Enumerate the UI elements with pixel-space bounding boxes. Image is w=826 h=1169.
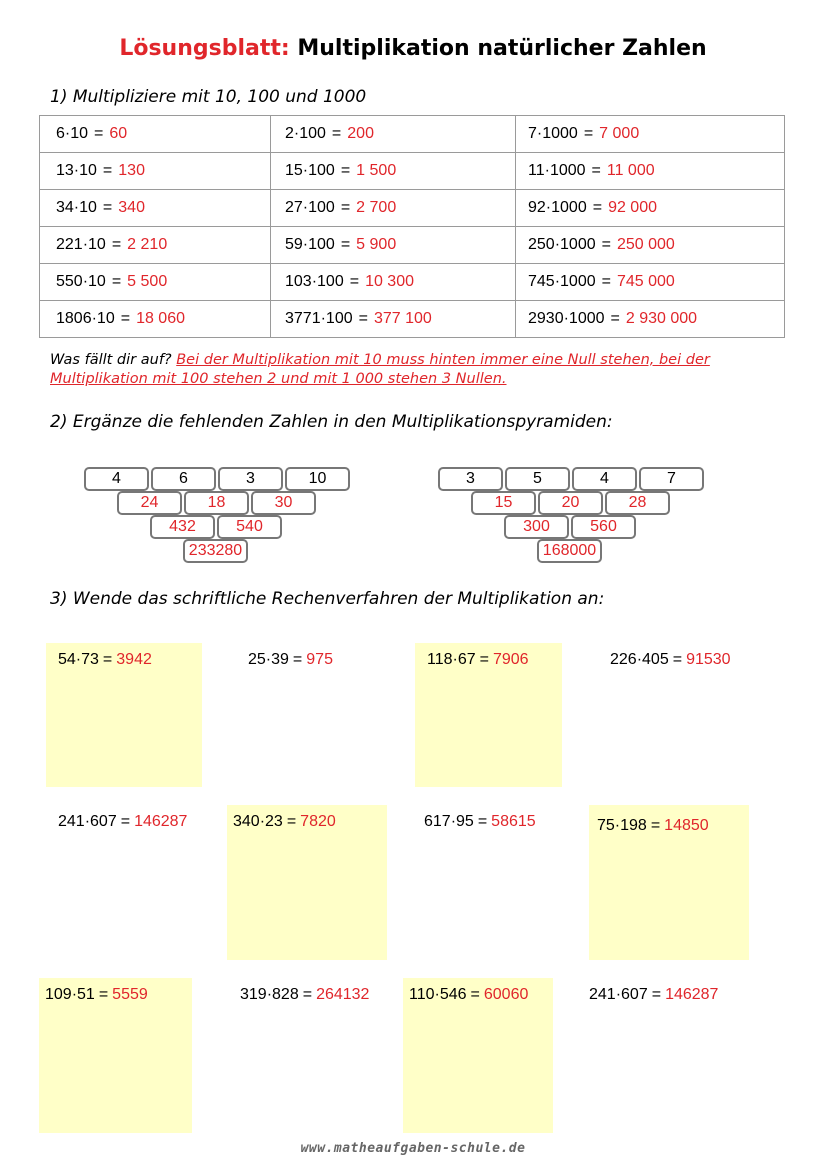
task-box (415, 643, 562, 787)
task-text: 110·546 (409, 986, 467, 1003)
section1-heading: 1) Multipliziere mit 10, 100 und 1000 (50, 87, 367, 107)
table-cell (40, 190, 271, 227)
equals-sign: = (349, 273, 360, 290)
task-box (403, 978, 553, 1133)
table-cell (516, 153, 785, 190)
equals-sign: = (650, 817, 661, 834)
table-row (40, 190, 785, 227)
answer-text: 11 000 (606, 162, 655, 179)
task-line (240, 986, 369, 1004)
task-text: 92·1000 (528, 199, 587, 216)
equals-sign: = (340, 199, 351, 216)
answer-text: 7820 (300, 813, 336, 830)
table-cell (271, 301, 516, 338)
pyramid-brick: 18 (184, 491, 249, 515)
equals-sign: = (610, 310, 620, 327)
pyramid-brick: 5 (505, 467, 570, 491)
task-text: 617·95 (424, 813, 474, 830)
table-cell (40, 116, 271, 153)
task-line (248, 651, 333, 669)
title-prefix: Lösungsblatt: (119, 36, 290, 61)
equals-sign: = (331, 125, 342, 142)
answer-text: 7906 (492, 651, 529, 668)
answer-text: 10 300 (365, 273, 414, 290)
pyramid-brick: 30 (251, 491, 316, 515)
task-line (409, 986, 528, 1004)
equals-sign: = (94, 125, 104, 142)
equals-sign: = (292, 651, 303, 668)
table-cell (516, 264, 785, 301)
equals-sign: = (340, 236, 351, 253)
page-title (0, 36, 826, 61)
equals-sign: = (111, 273, 122, 290)
task-text: 54·73 (58, 651, 99, 668)
task-text: 319·828 (240, 986, 299, 1003)
pyramid-brick: 20 (538, 491, 603, 515)
task-text: 250·1000 (528, 236, 596, 253)
equals-sign: = (358, 310, 368, 327)
task-line (610, 651, 731, 669)
table-cell (516, 116, 785, 153)
answer-text: 92 000 (608, 199, 657, 216)
task-box (227, 805, 387, 960)
task-box (39, 978, 192, 1133)
observation-note (50, 351, 770, 389)
table-cell (516, 301, 785, 338)
equals-sign: = (302, 986, 313, 1003)
task-text: 241·607 (589, 986, 648, 1003)
section2-heading: 2) Ergänze die fehlenden Zahlen in den Multiplikationspyramiden: (50, 412, 613, 432)
task-text: 221·10 (56, 236, 106, 253)
equals-sign: = (477, 813, 488, 830)
answer-text: 1 500 (356, 162, 397, 179)
answer-text: 60 (109, 125, 128, 142)
task-text: 2930·1000 (528, 310, 605, 327)
answer-text: 2 930 000 (625, 310, 698, 327)
task-text: 103·100 (285, 273, 344, 290)
answer-text: 377 100 (373, 310, 432, 327)
task-line (589, 986, 718, 1004)
equals-sign: = (470, 986, 480, 1003)
equals-sign: = (98, 986, 109, 1003)
answer-text: 146287 (134, 813, 188, 830)
pyramid-brick: 3 (438, 467, 503, 491)
task-box (412, 805, 572, 955)
section3-heading: 3) Wende das schriftliche Rechenverfahren der Multiplikation an: (50, 589, 605, 609)
pyramid-brick: 560 (571, 515, 636, 539)
table-cell (40, 264, 271, 301)
pyramid-brick: 432 (150, 515, 215, 539)
task-text: 109·51 (45, 986, 95, 1003)
task-text: 241·607 (58, 813, 117, 830)
table-cell (271, 116, 516, 153)
task-line (58, 813, 187, 831)
table-cell (40, 227, 271, 264)
task-text: 2·100 (285, 125, 326, 142)
pyramid-brick: 4 (572, 467, 637, 491)
equals-sign: = (583, 125, 594, 142)
pyramid-brick: 24 (117, 491, 182, 515)
task-text: 13·10 (56, 162, 97, 179)
task-text: 27·100 (285, 199, 335, 216)
equals-sign: = (591, 162, 601, 179)
task-text: 226·405 (610, 651, 669, 668)
task-text: 1806·10 (56, 310, 115, 327)
table-row (40, 227, 785, 264)
pyramid-brick: 168000 (537, 539, 602, 563)
task-box (236, 643, 392, 787)
table-cell (271, 227, 516, 264)
equals-sign: = (672, 651, 683, 668)
table-cell (271, 153, 516, 190)
task-line (427, 651, 529, 669)
table-row (40, 301, 785, 338)
task-text: 15·100 (285, 162, 335, 179)
task-text: 340·23 (233, 813, 283, 830)
answer-text: 2 210 (127, 236, 168, 253)
answer-text: 5559 (112, 986, 148, 1003)
equals-sign: = (102, 651, 113, 668)
task-line (45, 986, 148, 1004)
task-line (58, 651, 152, 669)
answer-text: 264132 (316, 986, 370, 1003)
table-row (40, 116, 785, 153)
table-cell (271, 264, 516, 301)
answer-text: 2 700 (356, 199, 397, 216)
answer-text: 60060 (483, 986, 529, 1003)
answer-text: 146287 (665, 986, 719, 1003)
pyramid-brick: 3 (218, 467, 283, 491)
answer-text: 3942 (116, 651, 152, 668)
task-text: 75·198 (597, 817, 647, 834)
task-text: 118·67 (427, 651, 476, 668)
pyramid-brick: 300 (504, 515, 569, 539)
table-row (40, 264, 785, 301)
answer-text: 340 (118, 199, 145, 216)
answer-text: 14850 (664, 817, 709, 834)
answer-text: 7 000 (599, 125, 640, 142)
footer-url: www.matheaufgaben-schule.de (300, 1141, 526, 1156)
equals-sign: = (120, 813, 131, 830)
equals-sign: = (651, 986, 662, 1003)
equals-sign: = (111, 236, 122, 253)
task-line (233, 813, 336, 831)
answer-text: 130 (118, 162, 145, 179)
task-text: 7·1000 (528, 125, 578, 142)
pyramid-brick: 28 (605, 491, 670, 515)
pyramid-brick: 540 (217, 515, 282, 539)
task-box (46, 643, 202, 787)
equals-sign: = (102, 162, 113, 179)
table-cell (40, 301, 271, 338)
equals-sign: = (340, 162, 351, 179)
equals-sign: = (479, 651, 489, 668)
equals-sign: = (592, 199, 603, 216)
answer-text: 975 (306, 651, 333, 668)
table-cell (516, 227, 785, 264)
task-text: 11·1000 (528, 162, 586, 179)
title-text: Multiplikation natürlicher Zahlen (297, 36, 707, 61)
task-line (424, 813, 536, 831)
equals-sign: = (120, 310, 131, 327)
task-box (228, 978, 388, 1133)
task-text: 6·10 (56, 125, 89, 142)
pyramid-brick: 15 (471, 491, 536, 515)
answer-text: 200 (347, 125, 374, 142)
table-cell (271, 190, 516, 227)
answer-text: 18 060 (136, 310, 185, 327)
answer-text: 745 000 (616, 273, 675, 290)
pyramid-brick: 7 (639, 467, 704, 491)
pyramid-brick: 6 (151, 467, 216, 491)
task-box (46, 805, 202, 955)
pyramid-brick: 4 (84, 467, 149, 491)
equals-sign: = (102, 199, 113, 216)
task-box (583, 978, 748, 1133)
observation-answer: Bei der Multiplikation mit 10 muss hinten immer eine Null stehen, bei der Multiplikation mit 100 stehen 2 und mit 1 000 stehen 3 Nullen. (50, 352, 710, 387)
task-box (589, 805, 749, 960)
answer-text: 5 900 (356, 236, 397, 253)
equals-sign: = (286, 813, 297, 830)
task-box (598, 643, 754, 787)
pyramid-brick: 233280 (183, 539, 248, 563)
multiplication-table (39, 115, 785, 338)
task-line (597, 817, 709, 835)
table-cell (516, 190, 785, 227)
task-text: 59·100 (285, 236, 335, 253)
pyramid-brick: 10 (285, 467, 350, 491)
task-text: 550·10 (56, 273, 106, 290)
task-text: 34·10 (56, 199, 97, 216)
equals-sign: = (601, 236, 611, 253)
task-text: 745·1000 (528, 273, 596, 290)
task-text: 25·39 (248, 651, 289, 668)
equals-sign: = (601, 273, 611, 290)
answer-text: 250 000 (616, 236, 675, 253)
table-row (40, 153, 785, 190)
answer-text: 58615 (491, 813, 536, 830)
task-text: 3771·100 (285, 310, 353, 327)
answer-text: 91530 (686, 651, 731, 668)
table-cell (40, 153, 271, 190)
answer-text: 5 500 (127, 273, 168, 290)
observation-question: Was fällt dir auf? (50, 352, 172, 368)
